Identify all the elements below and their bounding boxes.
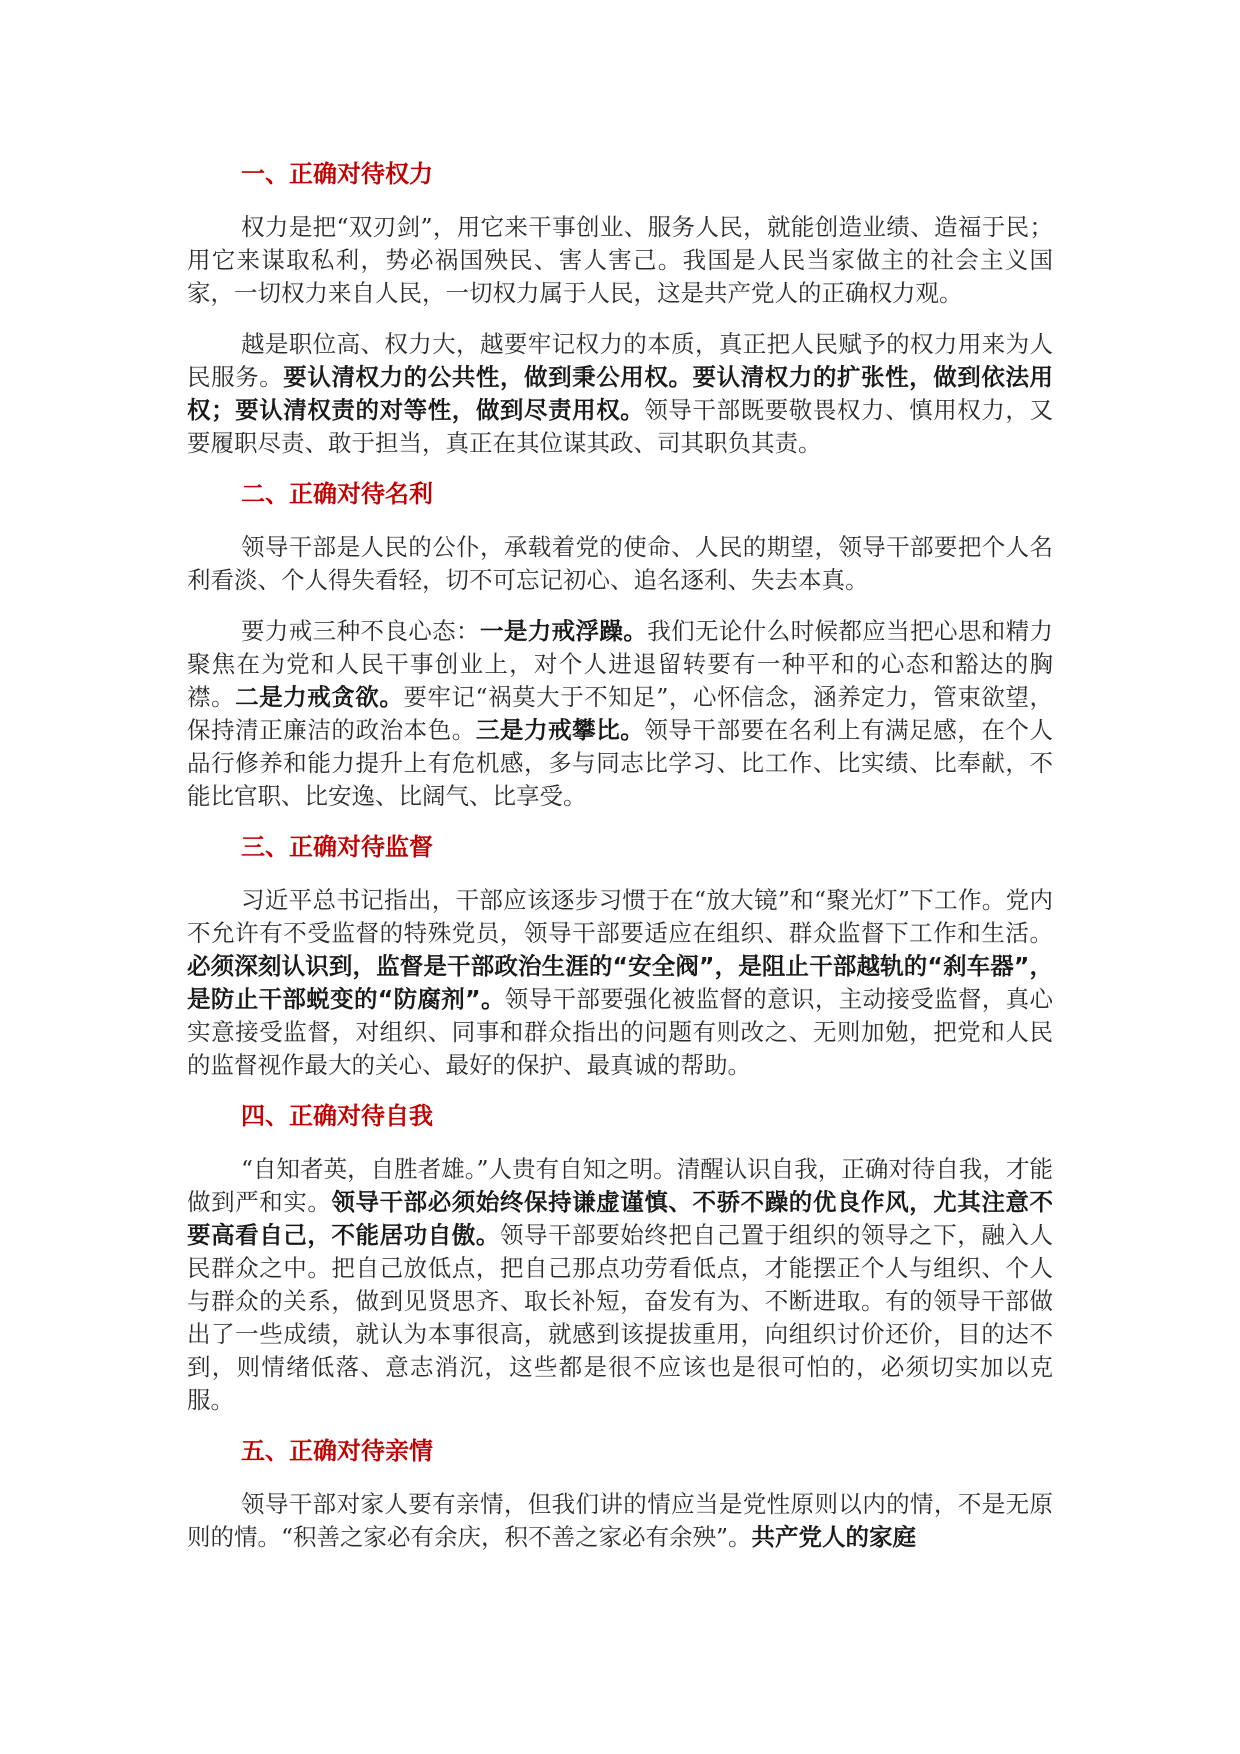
section-heading-supervision: 三、正确对待监督	[241, 833, 433, 861]
document-body	[187, 158, 1053, 1554]
text-run: 领导干部要强化被监督的意识，主动接受监督，真心实意接受监督，对组织、同事和群众指出的问题有则改之、无则加勉，把党和人民的监督视作最大的关心、最好的保护、最真诚的帮助。	[187, 985, 1054, 1079]
text-run: 领导干部对家人要有亲情，但我们讲的情应当是党性原则以内的情，不是无原则的情。“积善之家必有余庆，积不善之家必有余殃”。	[187, 1490, 1053, 1551]
text-run: 要力戒三种不良心态：	[241, 617, 480, 645]
text-run: 要牢记“祸莫大于不知足”，心怀信念，涵养定力，管束欲望，保持清正廉洁的政治本色。	[187, 683, 1054, 744]
bold-text-run: 一是力戒浮躁。	[479, 617, 648, 645]
text-run: 权力是把“双刃剑”，用它来干事创业、服务人民，就能创造业绩、造福于民；用它来谋取私利，势必祸国殃民、害人害己。我国是人民当家做主的社会主义国家，一切权力来自人民，一切权力属于人民，这是共产党人的正确权力观。	[187, 213, 1053, 307]
text-run: 领导干部是人民的公仆，承载着党的使命、人民的期望，领导干部要把个人名利看淡、个人得失看轻，切不可忘记初心、追名逐利、失去本真。	[187, 533, 1053, 594]
paragraph-supervision-1	[187, 884, 1053, 1082]
section-heading-self: 四、正确对待自我	[241, 1102, 433, 1130]
paragraph-self-1	[187, 1153, 1053, 1417]
paragraph-fame-1	[187, 531, 1053, 597]
section-heading-family: 五、正确对待亲情	[241, 1437, 433, 1465]
section-heading-power: 一、正确对待权力	[241, 160, 433, 188]
text-run: “自知者英，自胜者雄。”人贵有自知之明。清醒认识自我，正确对待自我，才能做到严和实。	[187, 1155, 1053, 1216]
text-run: 领导干部要在名利上有满足感，在个人品行修养和能力提升上有危机感，多与同志比学习、比工作、比实绩、比奉献，不能比官职、比安逸、比阔气、比享受。	[187, 716, 1054, 810]
paragraph-power-1	[187, 211, 1053, 310]
section-heading-fame: 二、正确对待名利	[241, 480, 433, 508]
bold-text-run: 二是力戒贪欲。	[235, 683, 404, 711]
text-run: 越是职位高、权力大，越要牢记权力的本质，真正把人民赋予的权力用来为人民服务。	[187, 330, 1053, 391]
paragraph-family-1	[187, 1488, 1053, 1554]
text-run: 习近平总书记指出，干部应该逐步习惯于在“放大镜”和“聚光灯”下工作。党内不允许有不受监督的特殊党员，领导干部要适应在组织、群众监督下工作和生活。	[187, 886, 1053, 947]
text-run: 领导干部要始终把自己置于组织的领导之下，融入人民群众之中。把自己放低点，把自己那点功劳看低点，才能摆正个人与组织、个人与群众的关系，做到见贤思齐、取长补短，奋发有为、不断进取。有的领导干部做出了一些成绩，就认为本事很高，就感到该提拔重用，向组织讨价还价，目的达不到，则情绪低落、意志消沉，这些都是很不应该也是很可怕的，必须切实加以克服。	[187, 1221, 1054, 1414]
bold-text-run: 共产党人的家庭	[751, 1523, 917, 1551]
bold-text-run: 要认清权力的公共性，做到秉公用权。要认清权力的扩张性，做到依法用权；要认清权责的对等性，做到尽责用权。	[187, 363, 1054, 424]
paragraph-power-2	[187, 328, 1053, 460]
text-run: 我们无论什么时候都应当把心思和精力聚焦在为党和人民干事创业上，对个人进退留转要有一种平和的心态和豁达的胸襟。	[187, 617, 1054, 711]
bold-text-run: 必须深刻认识到，监督是干部政治生涯的“安全阀”，是阻止干部越轨的“刹车器”，是防止干部蜕变的“防腐剂”。	[187, 952, 1053, 1013]
text-run: 领导干部既要敬畏权力、慎用权力，又要履职尽责、敢于担当，真正在其位谋其政、司其职负其责。	[187, 396, 1054, 457]
paragraph-fame-2	[187, 615, 1053, 813]
bold-text-run: 领导干部必须始终保持谦虚谨慎、不骄不躁的优良作风，尤其注意不要高看自己，不能居功自傲。	[187, 1188, 1054, 1249]
bold-text-run: 三是力戒攀比。	[475, 716, 645, 744]
